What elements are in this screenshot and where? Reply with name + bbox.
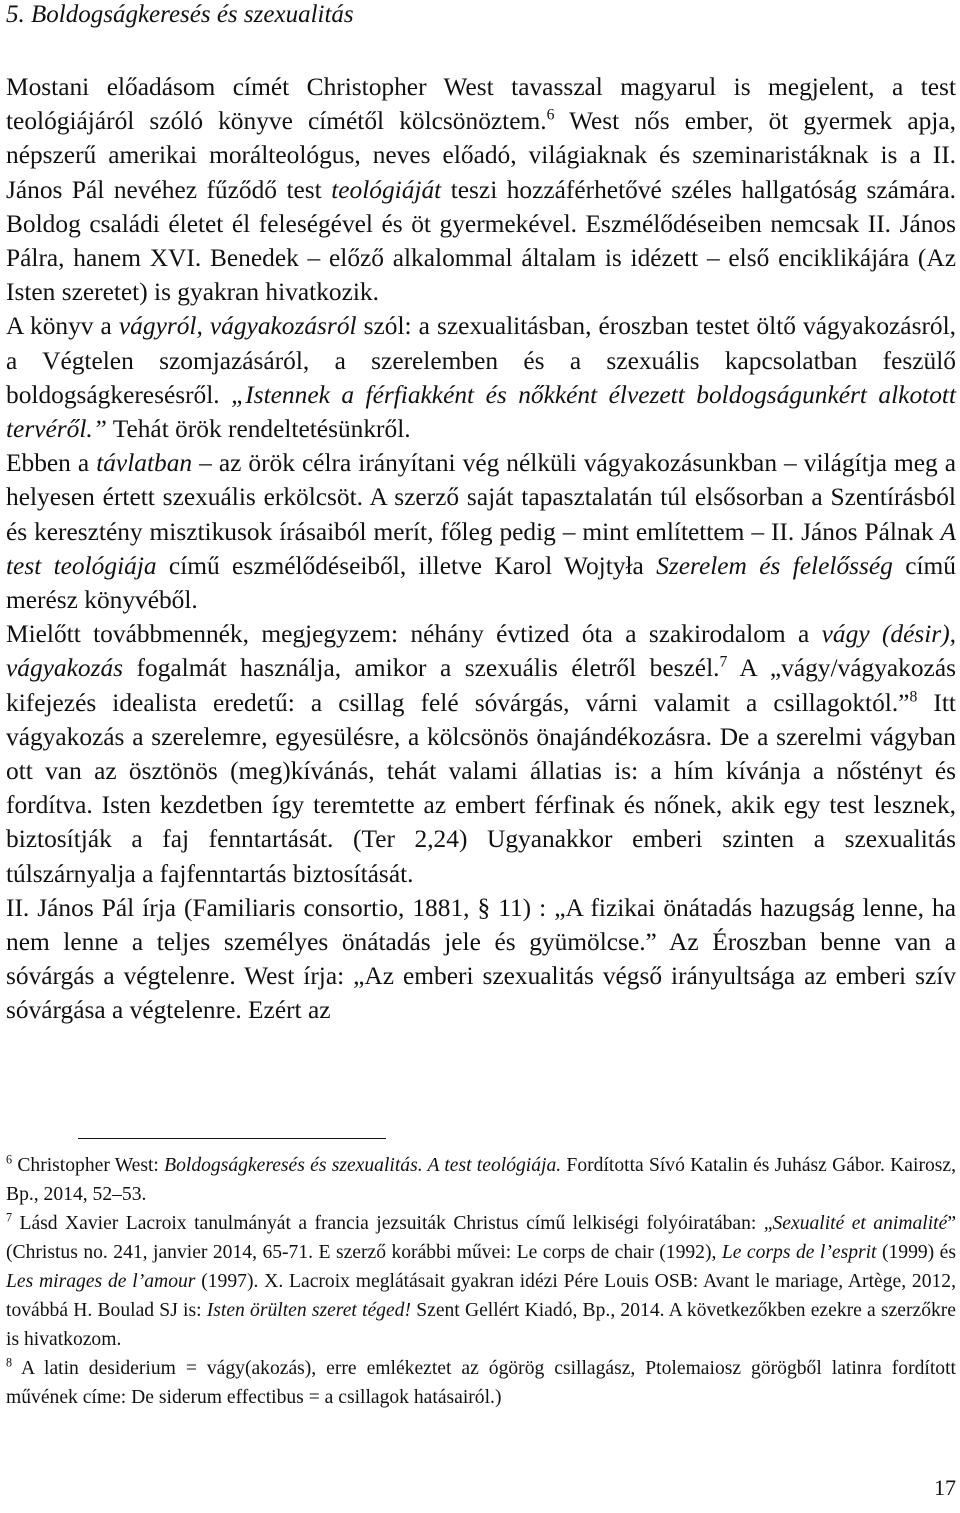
footnote-ref: 8	[909, 688, 918, 706]
italic-text: Szerelem és felelősség	[656, 551, 893, 580]
text-run: Itt vágyakozás a szerelemre, egyesülésre, a kölcsönös önajándékozásra. De a szerelmi vágyban ott van az ösztönös (meg)kívánás, tehát valami állatias is: a hím kívánja a nőstényt és fordítva. Isten kezdetben így teremtette az embert férfinak és nőnek, akik egy test lesznek, biztosítják a faj fenntartását. (Ter 2,24) Ugyanakkor emberi szinten a szexualitás túlszárnyalja a fajfenntartás biztosítását.	[6, 688, 956, 888]
text-run: című eszmélődéseiből, illetve Karol Wojtyła	[156, 551, 657, 580]
text-run: ” (Christus no. 241, janvier 2014, 65-71. E szerző korábbi művei: Le corps de chair (1992),	[6, 1213, 957, 1263]
text-run: A latin desiderium = vágy(akozás), erre emlékeztet az ógörög csillagász, Ptolemaiosz görögből latinra fordított művének címe: De siderum effectibus = a csillagok hatásairól.)	[6, 1358, 956, 1408]
footnote-ref: 6	[6, 1152, 13, 1167]
footnotes	[6, 1151, 956, 1412]
text-run: A „vágy/vágyakozás kifejezés idealista eredetű: a csillag felé sóvárgás, várni valamit a csillagoktól.”	[6, 654, 956, 717]
italic-text: Isten örülten szeret téged!	[206, 1300, 412, 1321]
paragraph	[6, 617, 956, 891]
italic-text: vágy (désir), vágyakozás	[6, 620, 956, 683]
paragraph	[6, 309, 956, 446]
page-number: 17	[934, 1475, 956, 1500]
paragraph	[6, 70, 956, 309]
text-run: (1999) és	[876, 1242, 956, 1263]
section-heading: 5. Boldogságkeresés és szexualitás	[6, 1, 354, 28]
text-run: West nős ember, öt gyermek apja, népszerű amerikai morálteológus, neves előadó, világiaknak és szeminaristáknak is a II. János Pál nevéhez fűződő test	[6, 107, 956, 204]
italic-text: teológiáját	[331, 175, 442, 204]
text-run: Lásd Xavier Lacroix tanulmányát a francia jezsuiták Christus című lelkiségi folyóiratában: „	[12, 1213, 773, 1234]
text-run: Mostani előadásom címét Christopher West tavasszal magyarul is megjelent, a test teológiájáról szóló könyve címétől kölcsönöztem.	[6, 73, 956, 136]
footnote	[6, 1209, 956, 1354]
text-run: Christopher West:	[12, 1155, 165, 1176]
footnote-ref: 6	[546, 106, 555, 124]
text-run: című merész könyvéből.	[6, 551, 956, 615]
italic-text: „Istennek a férfiakként és nőkként élvezett boldogságunkért alkotott tervéről.”	[6, 380, 956, 444]
footnote	[6, 1354, 956, 1412]
italic-text: A test teológiája	[6, 517, 956, 580]
italic-text: vágyról, vágyakozásról	[118, 312, 357, 341]
text-run: A könyv a	[6, 312, 119, 341]
text-run: fogalmát használja, amikor a szexuális életről beszél.	[123, 654, 720, 683]
text-run: – az örök célra irányítani vég nélküli vágyakozásunkban – világítja meg a helyesen értett szexuális erkölcsöt. A szerző saját tapasztalatán túl elsősorban a Szentírásból és keresztény misztikusok írásaiból merít, főleg pedig – mint említettem – II. János Pálnak	[6, 449, 956, 546]
text-run: teszi hozzáférhetővé széles hallgatóság számára. Boldog családi életet él feleségével és öt gyermekével. Eszmélődéseiben nemcsak II. János Pálra, hanem XVI. Benedek – előző alkalommal általam is idézett – első enciklikájára (Az Isten szeretet) is gyakran hivatkozik.	[6, 175, 956, 307]
text-run: II. János Pál írja (Familiaris consortio, 1881, § 11) : „A fizikai önátadás hazugság lenne, ha nem lenne a teljes személyes önátadás jele és gyümölcse.” Az Éroszban benne van a sóvárgás a végtelenre. West írja: „Az emberi szexualitás végső irányultsága az emberi szív sóvárgása a végtelenre. Ezért az	[6, 893, 956, 1025]
footnote-ref: 7	[6, 1210, 13, 1225]
italic-text: távlatban	[96, 449, 193, 478]
footnote	[6, 1151, 956, 1209]
italic-text: Boldogságkeresés és szexualitás. A test teológiája.	[164, 1155, 562, 1176]
italic-text: Le corps de l’esprit	[721, 1242, 877, 1263]
text-run: Mielőtt továbbmennék, megjegyzem: néhány évtized óta a szakirodalom a	[6, 620, 822, 649]
italic-text: Les mirages de l’amour	[6, 1271, 196, 1292]
paragraph	[6, 446, 956, 617]
text-run: (1997). X. Lacroix meglátásait gyakran idézi Pére Louis OSB: Avant le mariage, Artège, 2012, továbbá H. Boulad SJ is:	[6, 1271, 956, 1321]
italic-text: Sexualité et animalité	[772, 1213, 948, 1234]
text-run: Fordította Sívó Katalin és Juhász Gábor. Kairosz, Bp., 2014, 52–53.	[6, 1155, 956, 1205]
footnote-ref: 7	[719, 653, 728, 671]
footnote-separator	[78, 1138, 386, 1139]
text-run: Szent Gellért Kiadó, Bp., 2014. A következőkben ezekre a szerzőkre is hivatkozom.	[6, 1300, 957, 1350]
text-run: Tehát örök rendeltetésünkről.	[106, 415, 411, 444]
body-text	[6, 70, 956, 1028]
footnote-ref: 8	[6, 1355, 13, 1370]
text-run: Ebben a	[6, 449, 97, 478]
paragraph	[6, 891, 956, 1028]
text-run: szól: a szexualitásban, éroszban testet öltő vágyakozásról, a Végtelen szomjazásáról, a szerelemben és a szexuális kapcsolatban feszülő boldogságkeresésről.	[6, 312, 957, 409]
